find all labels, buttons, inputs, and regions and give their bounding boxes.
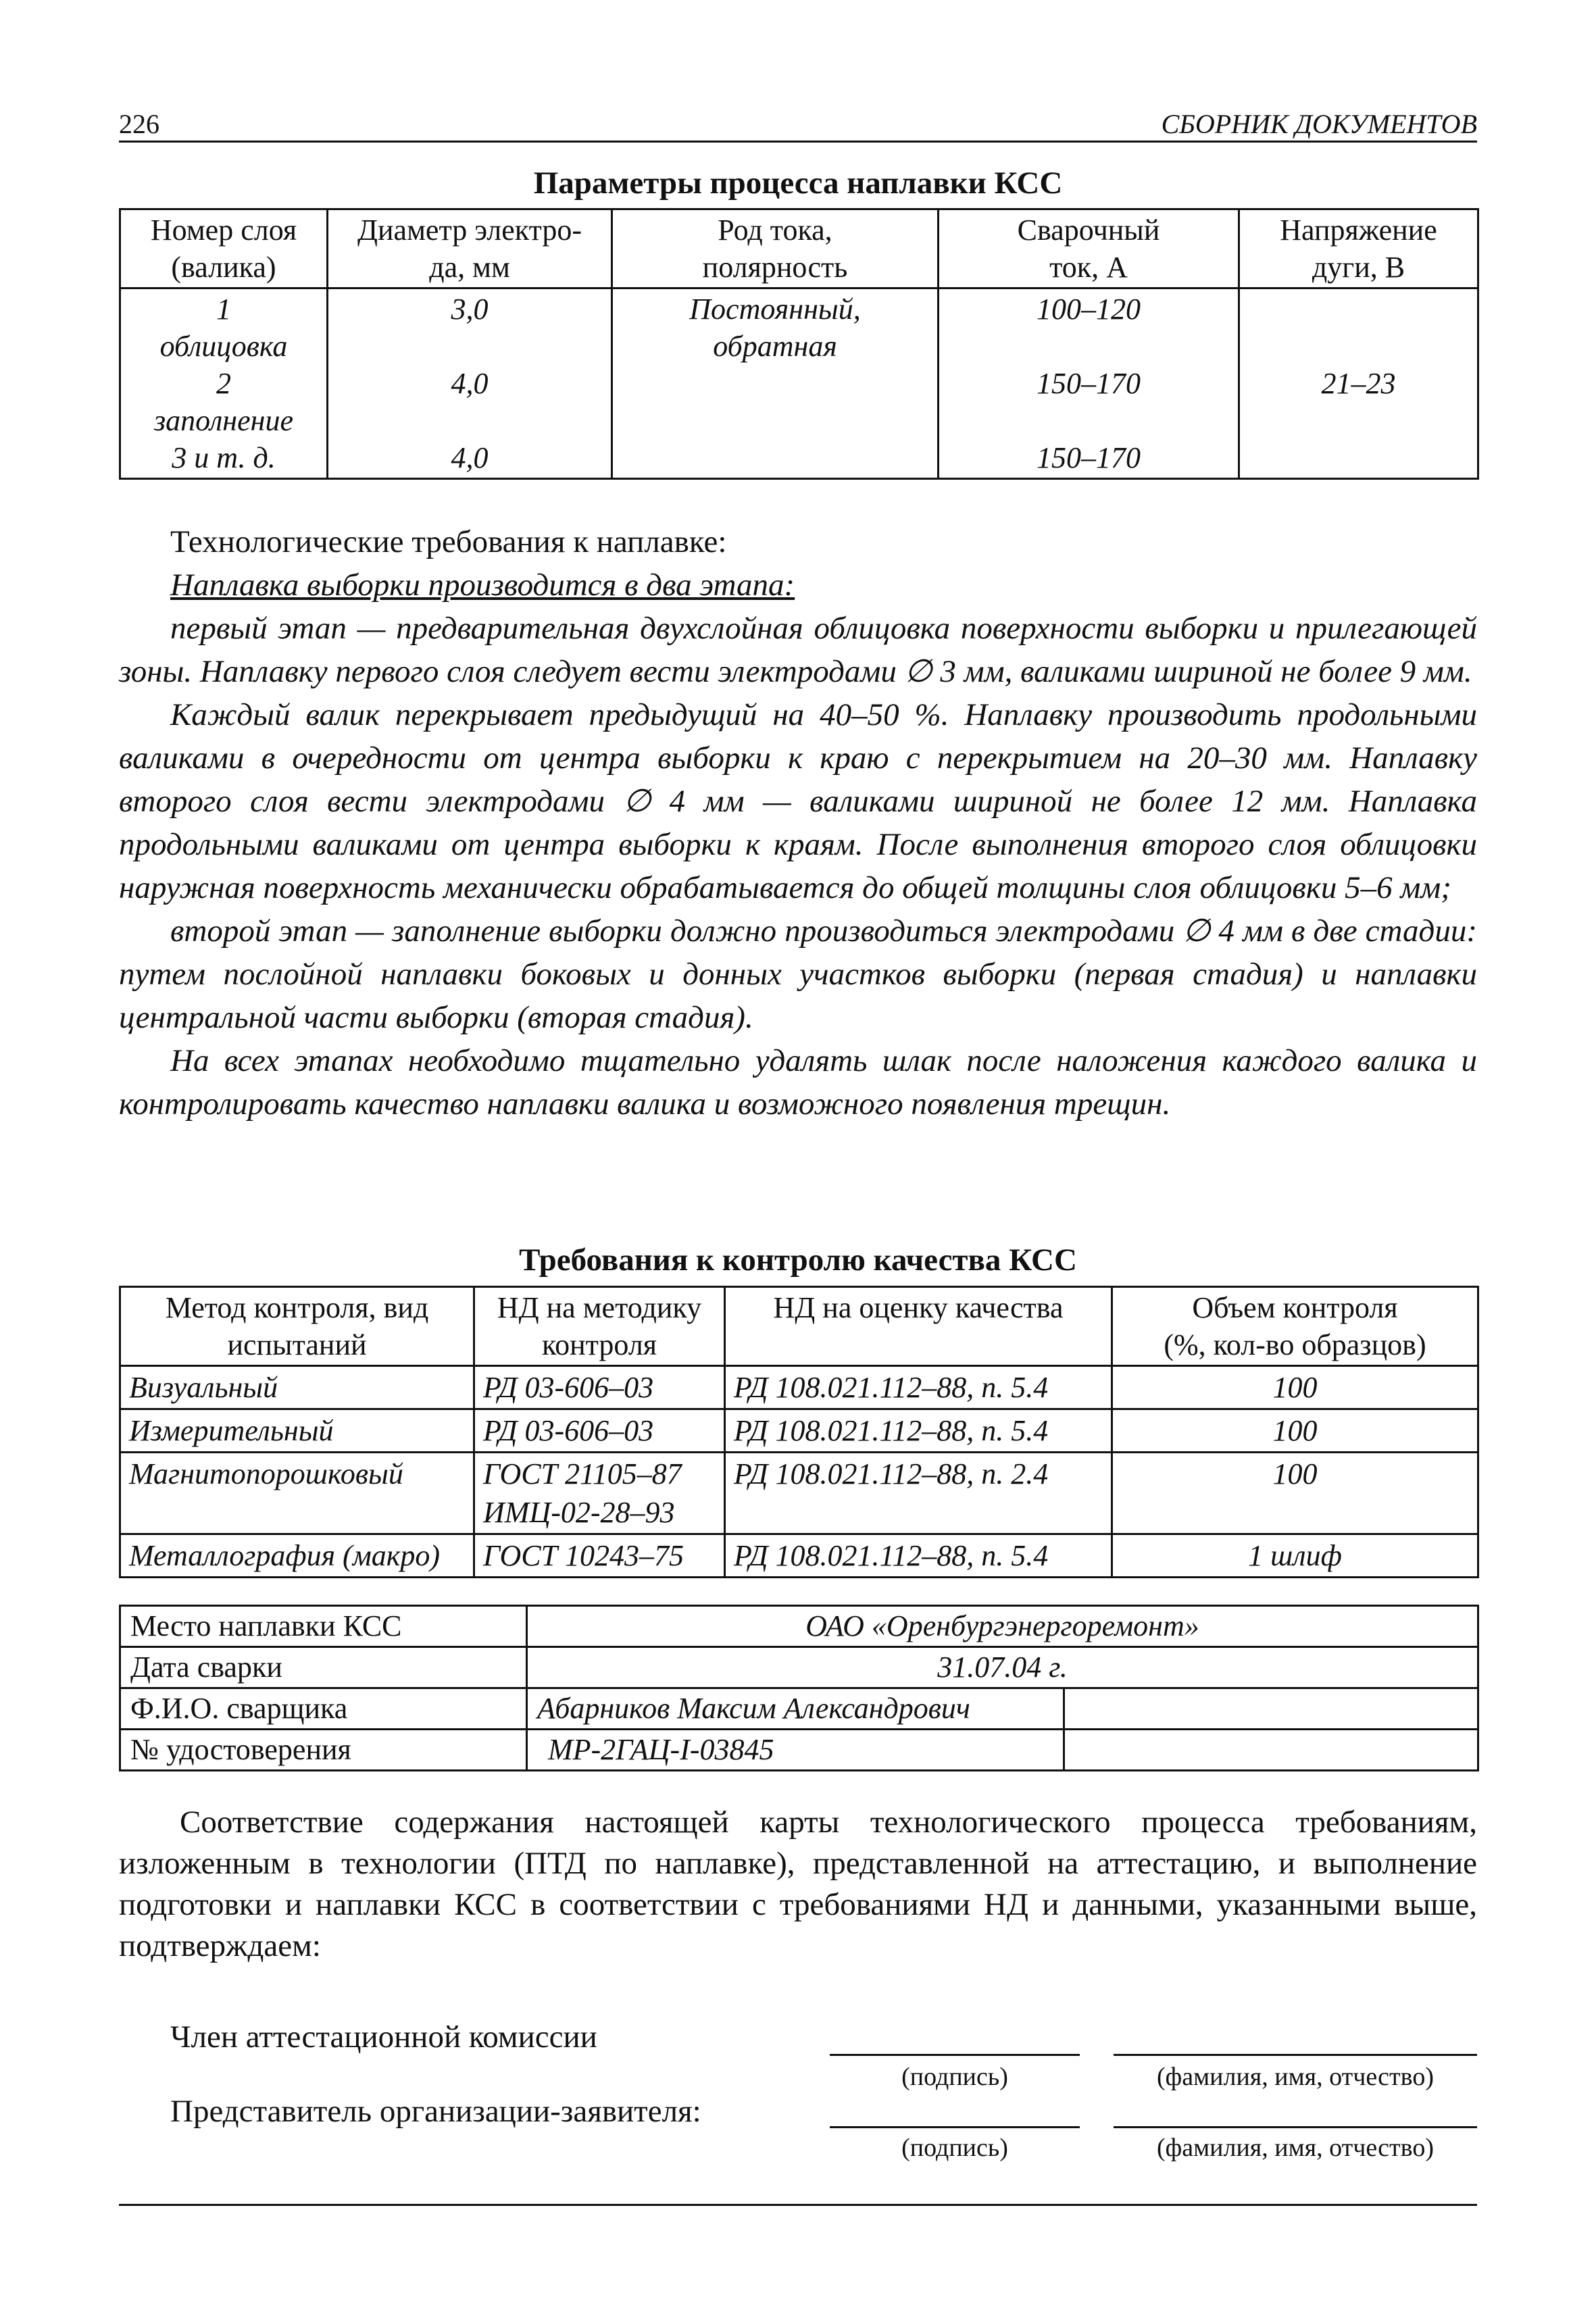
org-name-line [1114,2126,1477,2128]
table-row [120,1730,1478,1771]
table-row [120,1534,1478,1578]
header-method: Метод контроля, вид испытаний [120,1287,474,1366]
cert-label: № удостоверения [120,1730,527,1771]
nd-quality-cell: РД 108.021.112–88, п. 2.4 [725,1453,1112,1534]
nd-quality-cell: РД 108.021.112–88, п. 5.4 [725,1366,1112,1409]
signature-caption: (подпись) [901,2134,1008,2162]
header-electrode-diameter: Диаметр электро- да, мм [328,209,612,288]
intro-line: Технологические требования к наплавке: [170,524,727,559]
confirmation-block [119,1802,1477,1967]
header-nd-method: НД на методику контроля [474,1287,725,1366]
date-value: 31.07.04 г. [527,1647,1478,1688]
overlap-paragraph: Каждый валик перекрывает предыдущий на 40–50 %. Наплавку производить продольными валиками в очередности от центра выборки к краю с перекрытием на 20–30 мм. Наплавку второго слоя вести электродами ∅ 4 мм — валиками шириной не более 12 мм. Наплавка продольными валиками от центра выборки к краям. После выполнения второго слоя облицовки наружная поверхность механически обрабатывается до общей толщины слоя облицовки 5–6 мм; [119,697,1477,905]
method-cell: Визуальный [120,1366,474,1409]
nd-method-cell: РД 03-606–03 [474,1409,725,1453]
table-row [120,1606,1478,1647]
requirements-text [119,520,1477,1126]
volume-cell: 100 [1112,1453,1478,1534]
stage2-paragraph: второй этап — заполнение выборки должно производиться электродами ∅ 4 мм в две стадии: путем послойной наплавки боковых и донных участков выборки (первая стадия) и наплавки центральной части выборки (вторая стадия). [119,913,1477,1035]
header-arc-voltage: Напряжение дуги, В [1239,209,1478,288]
welder-value: Абарников Максим Александрович [527,1688,1064,1730]
volume-cell: 100 [1112,1366,1478,1409]
stages-heading: Наплавка выборки производится в два этапа: [170,568,795,603]
date-label: Дата сварки [120,1647,527,1688]
org-signature-line [830,2126,1080,2128]
table-row [120,1409,1478,1453]
table-row [120,1453,1478,1534]
nd-method-cell: ГОСТ 21105–87 ИМЦ-02-28–93 [474,1453,725,1534]
running-head: СБОРНИК ДОКУМЕНТОВ [1161,109,1477,139]
signature-caption: (подпись) [901,2063,1008,2091]
nd-method-cell: ГОСТ 10243–75 [474,1534,725,1578]
current-type-cell: Постоянный, обратная [612,288,939,479]
quality-control-table [119,1286,1479,1578]
confirmation-text: Соответствие содержания настоящей карты технологического процесса требованиям, изложенным в технологии (ПТД по наплавке), представленной на аттестацию, и выполнение подготовки и наплавки КСС в соответствии с требованиями НД и данными, указанными выше, подтверждаем: [119,1805,1477,1963]
volume-cell: 100 [1112,1409,1478,1453]
table2-title: Требования к контролю качества КСС [519,1242,1077,1278]
commission-name-line [1114,2054,1477,2056]
nd-method-cell: РД 03-606–03 [474,1366,725,1409]
table-header-row [120,1287,1478,1366]
footer-rule [119,2204,1477,2206]
name-caption: (фамилия, имя, отчество) [1156,2063,1434,2091]
method-cell: Измерительный [120,1409,474,1453]
header-welding-current: Сварочный ток, А [939,209,1239,288]
header-rule [119,141,1477,143]
current-cell: 100–120 150–170 150–170 [939,288,1239,479]
table-row [120,1647,1478,1688]
place-value: ОАО «Оренбургэнергоремонт» [527,1606,1478,1647]
method-cell: Металлография (макро) [120,1534,474,1578]
cert-extra-cell [1064,1730,1478,1771]
nd-quality-cell: РД 108.021.112–88, п. 5.4 [725,1534,1112,1578]
commission-member-label: Член аттестационной комиссии [170,2019,597,2055]
header-layer: Номер слоя (валика) [120,209,328,288]
table-header-row [120,209,1478,288]
welder-label: Ф.И.О. сварщика [120,1688,527,1730]
table-row [120,1366,1478,1409]
diameter-cell: 3,0 4,0 4,0 [328,288,612,479]
header-nd-quality: НД на оценку качества [725,1287,1112,1366]
header-current-type: Род тока, полярность [612,209,939,288]
name-caption: (фамилия, имя, отчество) [1156,2134,1434,2162]
table1-title: Параметры процесса наплавки КСС [533,166,1063,201]
header-volume: Объем контроля (%, кол-во образцов) [1112,1287,1478,1366]
commission-signature-line [830,2054,1080,2056]
cert-value: МР-2ГАЦ-I-03845 [527,1730,1064,1771]
org-representative-label: Представитель организации-заявителя: [170,2094,701,2129]
page-number: 226 [119,109,159,139]
method-cell: Магнитопорошковый [120,1453,474,1534]
welder-extra-cell [1064,1688,1478,1730]
nd-quality-cell: РД 108.021.112–88, п. 5.4 [725,1409,1112,1453]
place-label: Место наплавки КСС [120,1606,527,1647]
table-row [120,1688,1478,1730]
slag-paragraph: На всех этапах необходимо тщательно удалять шлак после наложения каждого валика и контролировать качество наплавки валика и возможного появления трещин. [119,1043,1477,1122]
volume-cell: 1 шлиф [1112,1534,1478,1578]
welding-info-table [119,1605,1479,1771]
welding-parameters-table [119,208,1479,480]
voltage-cell: 21–23 [1239,288,1478,479]
table-row [120,288,1478,479]
stage1-paragraph: первый этап — предварительная двухслойная облицовка поверхности выборки и прилегающей зоны. Наплавку первого слоя следует вести электродами ∅ 3 мм, валиками шириной не более 9 мм. [119,611,1477,689]
layer-cell: 1 облицовка 2 заполнение 3 и т. д. [120,288,328,479]
